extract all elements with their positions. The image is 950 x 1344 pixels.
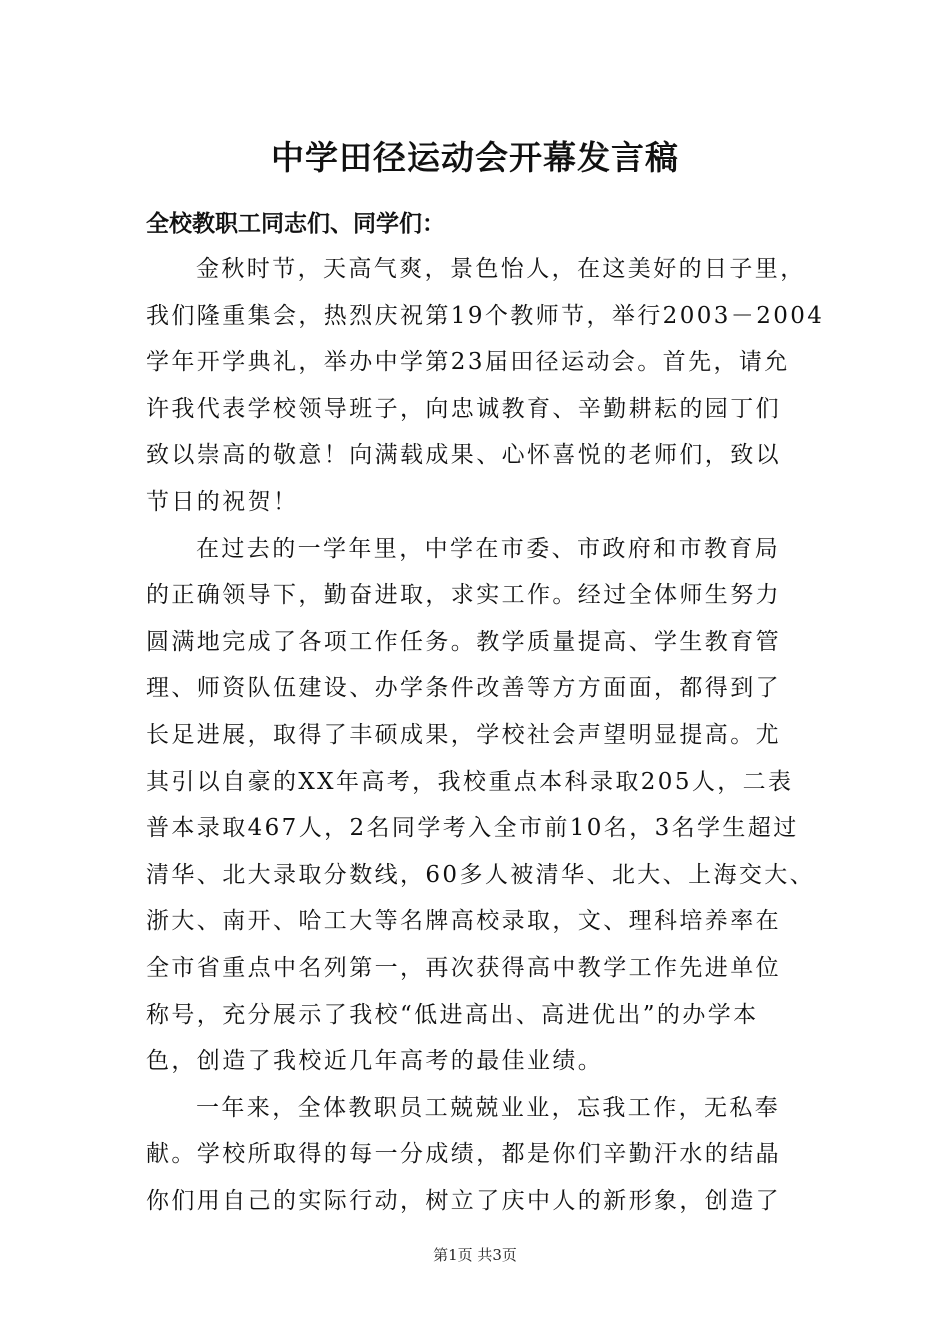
- paragraph-line: 一年来，全体教职员工兢兢业业，忘我工作，无私奉: [196, 1094, 781, 1121]
- paragraph-line: 理、师资队伍建设、办学条件改善等方方面面，都得到了: [146, 675, 781, 702]
- paragraph-line: 献。学校所取得的每一分成绩，都是你们辛勤汗水的结晶: [146, 1141, 781, 1168]
- paragraph-line: 清华、北大录取分数线，60多人被清华、北大、上海交大、: [146, 861, 816, 888]
- body-text: [146, 246, 825, 1224]
- paragraph-line: 的正确领导下，勤奋进取，求实工作。经过全体师生努力: [146, 582, 781, 609]
- paragraph-line: 你们用自己的实际行动，树立了庆中人的新形象，创造了: [146, 1187, 781, 1214]
- document-title: 中学田径运动会开幕发言稿: [271, 138, 679, 177]
- salutation: 全校教职工同志们、同学们：: [146, 210, 445, 237]
- paragraph-line: 长足进展，取得了丰硕成果，学校社会声望明显提高。尤: [146, 721, 781, 748]
- paragraph-line: 浙大、南开、哈工大等名牌高校录取，文、理科培养率在: [146, 908, 781, 935]
- paragraph-line: 我们隆重集会，热烈庆祝第19个教师节，举行2003－2004: [146, 302, 825, 329]
- page-footer: 第1页 共3页: [433, 1246, 517, 1264]
- paragraph-line: 学年开学典礼，举办中学第23届田径运动会。首先，请允: [146, 349, 790, 376]
- paragraph-line: 色，创造了我校近几年高考的最佳业绩。: [146, 1048, 604, 1075]
- paragraph-line: 称号，充分展示了我校“低进高出、高进优出”的办学本: [146, 1001, 759, 1028]
- paragraph-line: 在过去的一学年里，中学在市委、市政府和市教育局: [196, 535, 781, 562]
- paragraph-line: 金秋时节，天高气爽，景色怡人，在这美好的日子里，: [196, 256, 806, 282]
- paragraph-line: 普本录取467人，2名同学考入全市前10名，3名学生超过: [146, 815, 799, 842]
- paragraph-line: 许我代表学校领导班子，向忠诚教育、辛勤耕耘的园丁们: [146, 395, 781, 422]
- paragraph-line: 全市省重点中名列第一，再次获得高中教学工作先进单位: [146, 954, 781, 981]
- paragraph-line: 圆满地完成了各项工作任务。教学质量提高、学生教育管: [146, 628, 781, 655]
- paragraph-line: 其引以自豪的XX年高考，我校重点本科录取205人，二表: [146, 768, 794, 795]
- paragraph-line: 致以崇高的敬意！向满载成果、心怀喜悦的老师们，致以: [146, 442, 781, 469]
- paragraph-line: 节日的祝贺！: [146, 488, 299, 515]
